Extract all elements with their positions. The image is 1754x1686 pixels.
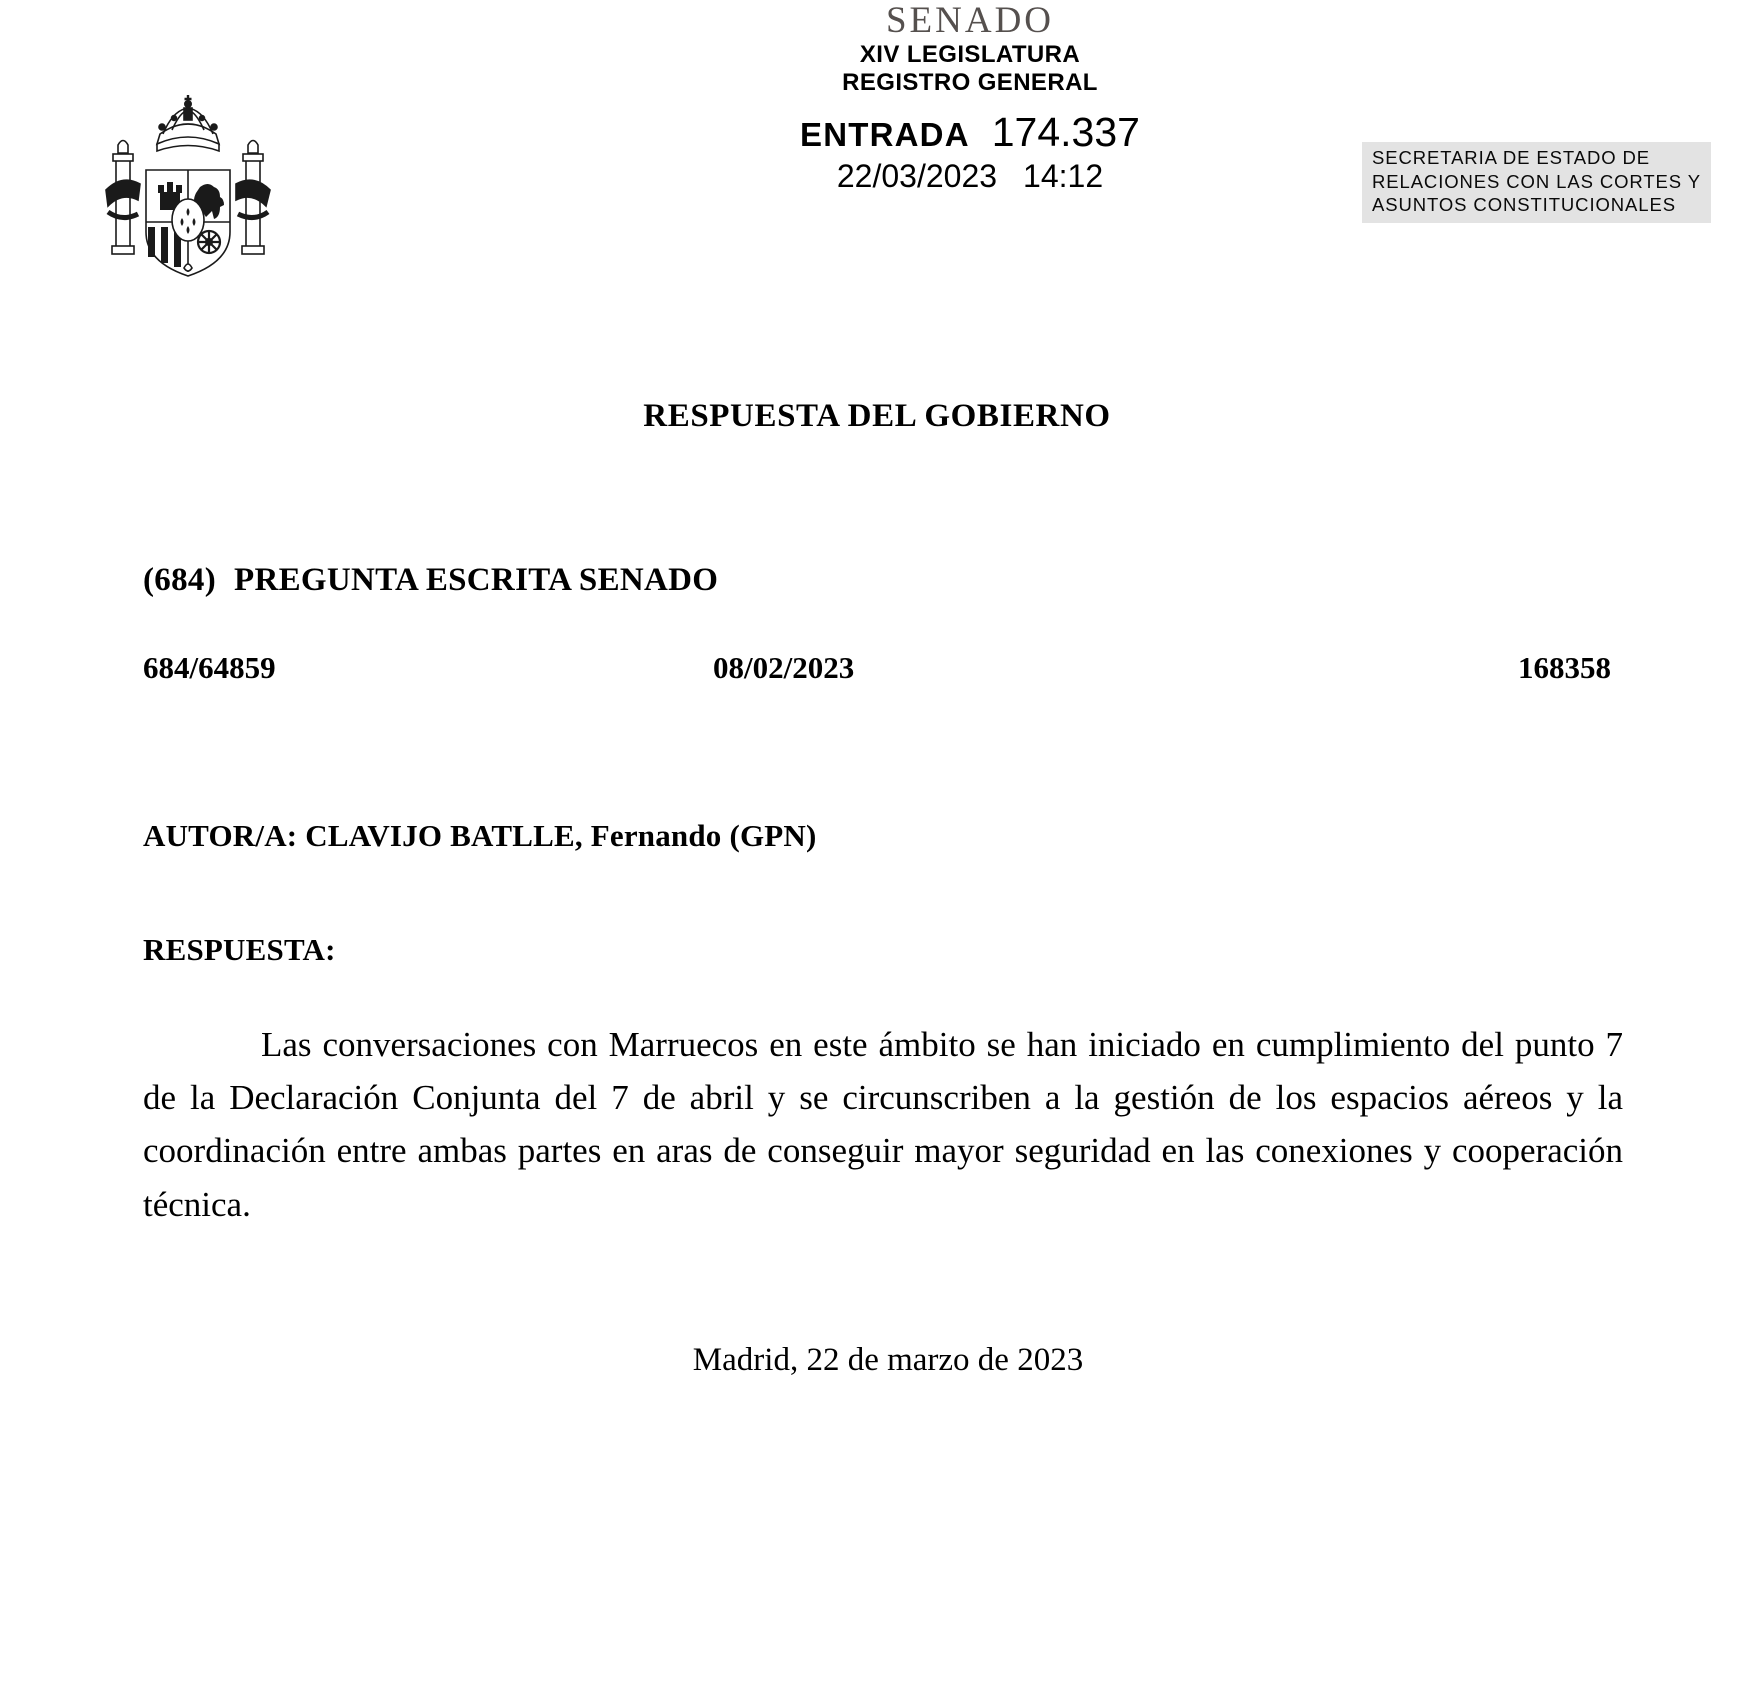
secretaria-de-estado-box: [1362, 142, 1711, 223]
stamp-institution: SENADO: [885, 0, 1055, 41]
secretaria-line-3: ASUNTOS CONSTITUCIONALES: [1372, 194, 1676, 216]
stamp-entry-number: 174.337: [991, 108, 1140, 155]
secretaria-line-2: RELACIONES CON LAS CORTES Y: [1372, 170, 1701, 192]
reference-code: 168358: [1518, 650, 1611, 685]
closing-date: [0, 1342, 1754, 1379]
stamp-entry-label: ENTRADA: [800, 115, 970, 153]
author-line: [143, 818, 817, 854]
question-type-label: PREGUNTA ESCRITA SENADO: [233, 562, 719, 598]
stamp-datetime-row: [760, 158, 1180, 195]
reference-id: 684/64859: [143, 650, 276, 685]
author-name: CLAVIJO BATLLE, Fernando (GPN): [305, 818, 817, 853]
document-header: [0, 0, 1754, 320]
answer-body-text: Las conversaciones con Marruecos en este ámbito se han iniciado en cumplimiento del punto 7 de la Declaración Conjunta del 7 de abril y se circunscriben a la gestión de los espacios aéreos y la coordinación entre ambas partes en aras de conseguir mayor seguridad en las conexiones y cooperación técnica.: [143, 1025, 1623, 1224]
closing-date-text: Madrid, 22 de marzo de 2023: [692, 1342, 1084, 1378]
stamp-entry-time: 14:12: [1023, 157, 1104, 194]
coat-of-arms-icon: [88, 82, 288, 282]
page-title: RESPUESTA DEL GOBIERNO: [643, 398, 1111, 434]
question-type-heading: [143, 562, 718, 599]
stamp-entry-date: 22/03/2023: [836, 157, 998, 194]
author-label: AUTOR/A:: [143, 818, 298, 853]
stamp-entry-row: [760, 109, 1180, 156]
secretaria-line-1: SECRETARIA DE ESTADO DE: [1372, 147, 1651, 168]
stamp-legislature: XIV LEGISLATURA: [859, 41, 1081, 68]
question-type-number: (684): [143, 562, 216, 598]
stamp-registry: REGISTRO GENERAL: [842, 69, 1098, 97]
answer-label: RESPUESTA:: [143, 932, 336, 967]
reference-date: 08/02/2023: [713, 650, 855, 685]
registry-stamp: [760, 2, 1180, 195]
